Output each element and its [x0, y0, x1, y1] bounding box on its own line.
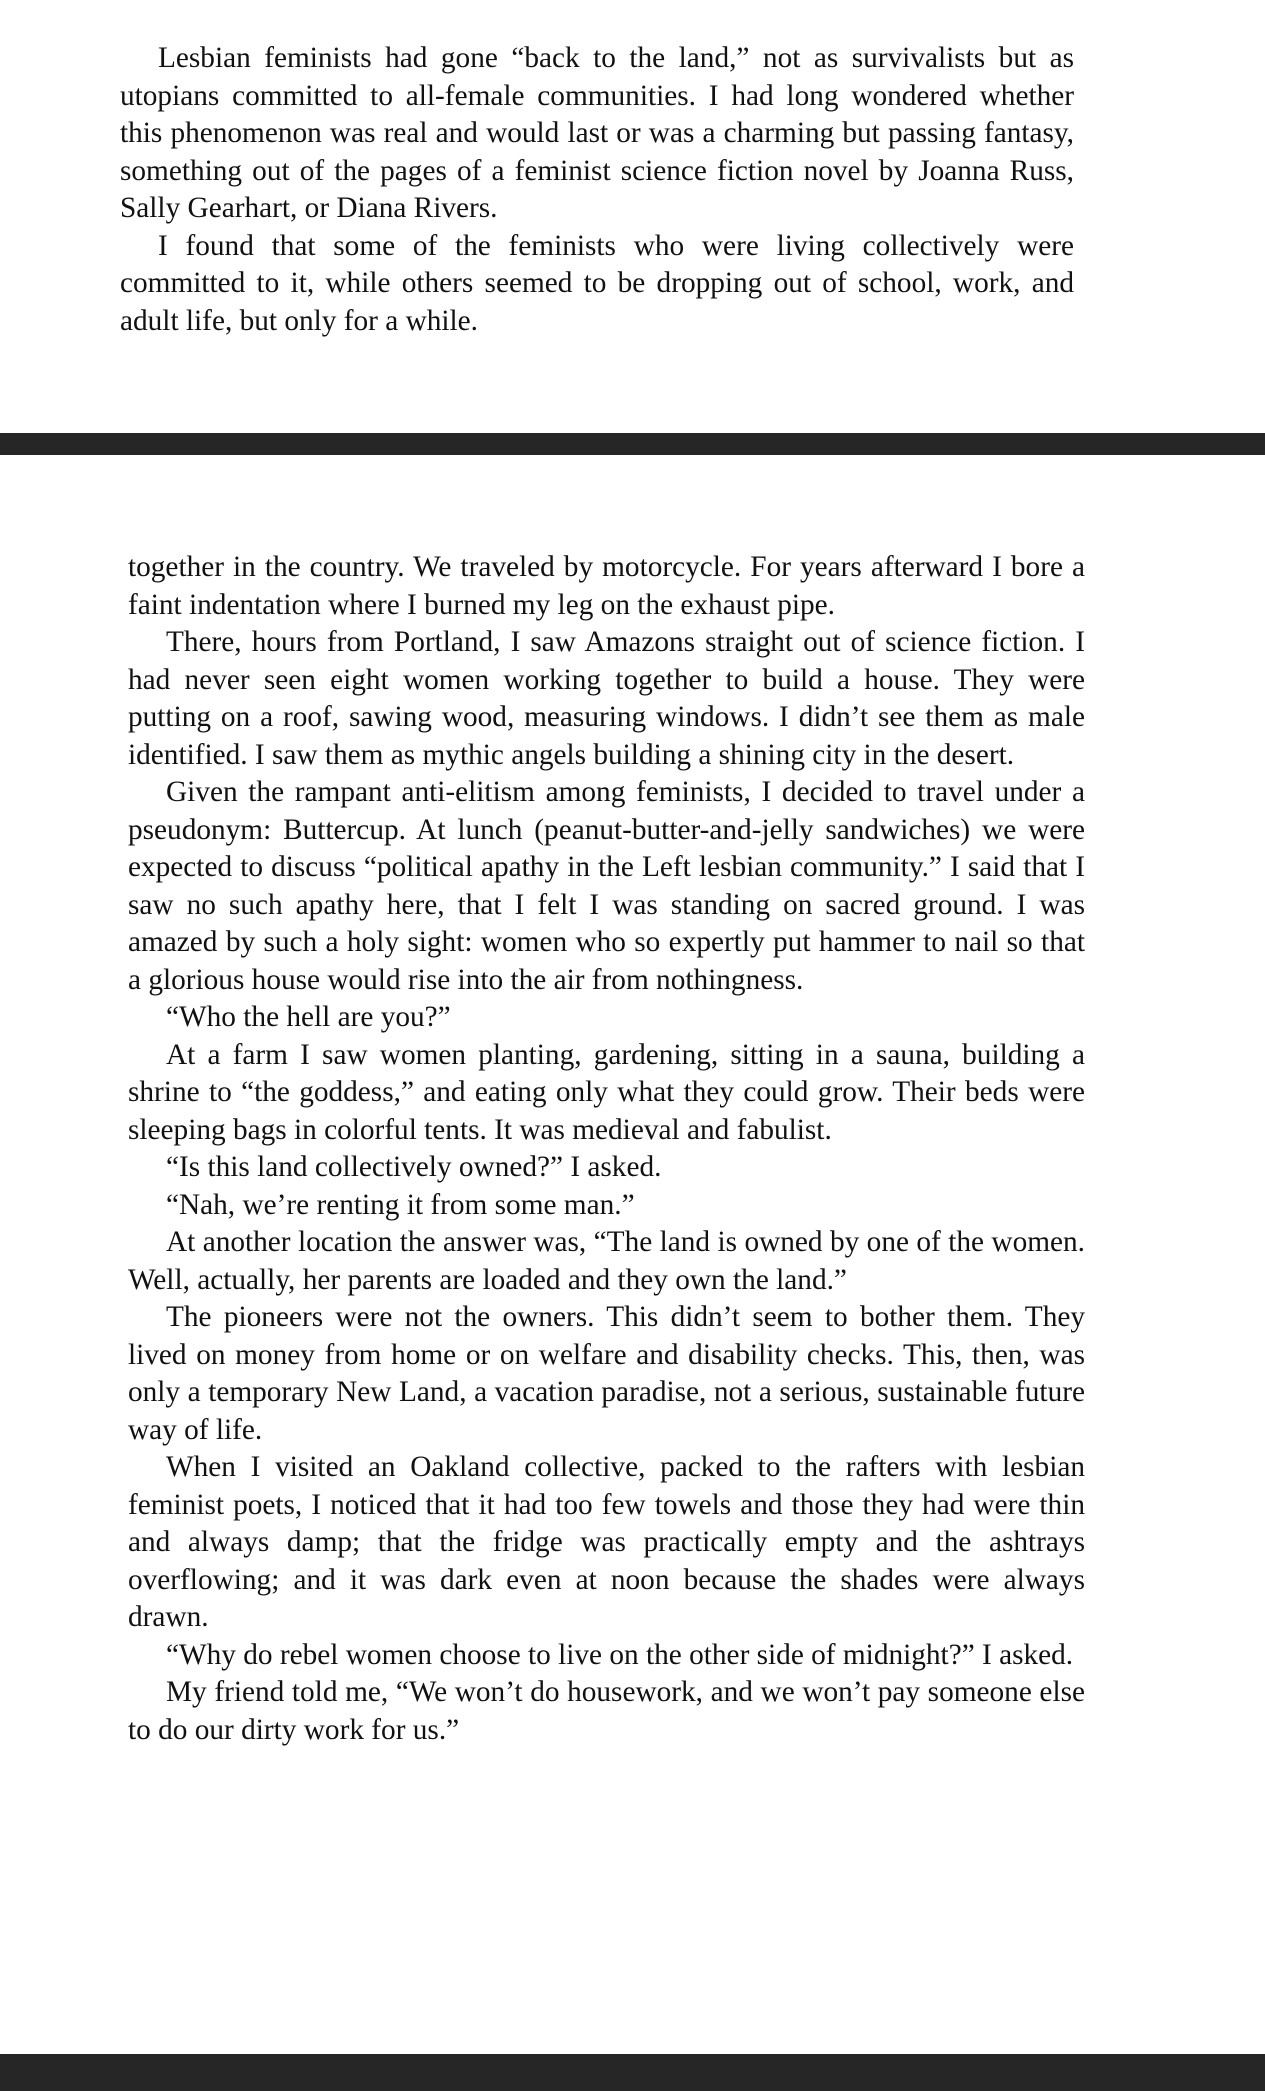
page-separator [0, 433, 1265, 455]
paragraph: “Nah, we’re renting it from some man.” [166, 1188, 635, 1221]
paragraph: I found that some of the feminists who were living collectively were committed to it, while others seemed to be dropping out of school, work, and adult life, but only for a while. [120, 229, 1074, 337]
paragraph: Given the rampant anti-elitism among feminists, I decided to travel under a pseudonym: Buttercup. At lunch (peanut-butter-and-jelly sandwiches) we were expected to discuss “political apathy in the Left lesbian community.” I said that I saw no such apathy here, that I felt I was standing on sacred ground. I was amazed by such a holy sight: women who so expertly put hammer to nail so that a glorious house would rise into the air from nothingness. [128, 776, 1085, 996]
paragraph: “Is this land collectively owned?” I asked. [166, 1151, 662, 1183]
paragraph: When I visited an Oakland collective, packed to the rafters with lesbian feminist poets, I noticed that it had too few towels and those they had were thin and always damp; that the fridge was practically empty and the ashtrays overflowing; and it was dark even at noon because the shades were always drawn. [128, 1451, 1085, 1633]
paragraph: The pioneers were not the owners. This didn’t seem to bother them. They lived on money from home or on welfare and disability checks. This, then, was only a temporary New Land, a vacation paradise, not a serious, sustainable future way of life. [128, 1301, 1085, 1446]
paragraph: “Why do rebel women choose to live on the other side of midnight?” I asked. [166, 1638, 1074, 1671]
paragraph: Lesbian feminists had gone “back to the land,” not as survivalists but as utopians committed to all-female communities. I had long wondered whether this phenomenon was real and would last or was a charming but passing fantasy, something out of the pages of a feminist science fiction novel by Joanna Russ, Sally Gearhart, or Diana Rivers. [120, 42, 1074, 224]
page-separator [0, 2054, 1265, 2091]
page-bottom [0, 455, 1265, 2054]
continuation-paragraph: together in the country. We traveled by motorcycle. For years afterward I bore a faint indentation where I burned my leg on the exhaust pipe. [128, 551, 1085, 621]
paragraph: At another location the answer was, “The land is owned by one of the women. Well, actually, her parents are loaded and they own the land.” [128, 1226, 1085, 1296]
page-top [0, 0, 1265, 433]
text-block [128, 549, 1085, 1749]
text-block [120, 40, 1074, 340]
paragraph: My friend told me, “We won’t do housework, and we won’t pay someone else to do our dirty work for us.” [128, 1676, 1085, 1746]
paragraph: At a farm I saw women planting, gardening, sitting in a sauna, building a shrine to “the goddess,” and eating only what they could grow. Their beds were sleeping bags in colorful tents. It was medieval and fabulist. [128, 1038, 1085, 1146]
paragraph: “Who the hell are you?” [166, 1001, 451, 1033]
paragraph: There, hours from Portland, I saw Amazons straight out of science fiction. I had never seen eight women working together to build a house. They were putting on a roof, sawing wood, measuring windows. I didn’t see them as male identified. I saw them as mythic angels building a shining city in the desert. [128, 626, 1085, 771]
